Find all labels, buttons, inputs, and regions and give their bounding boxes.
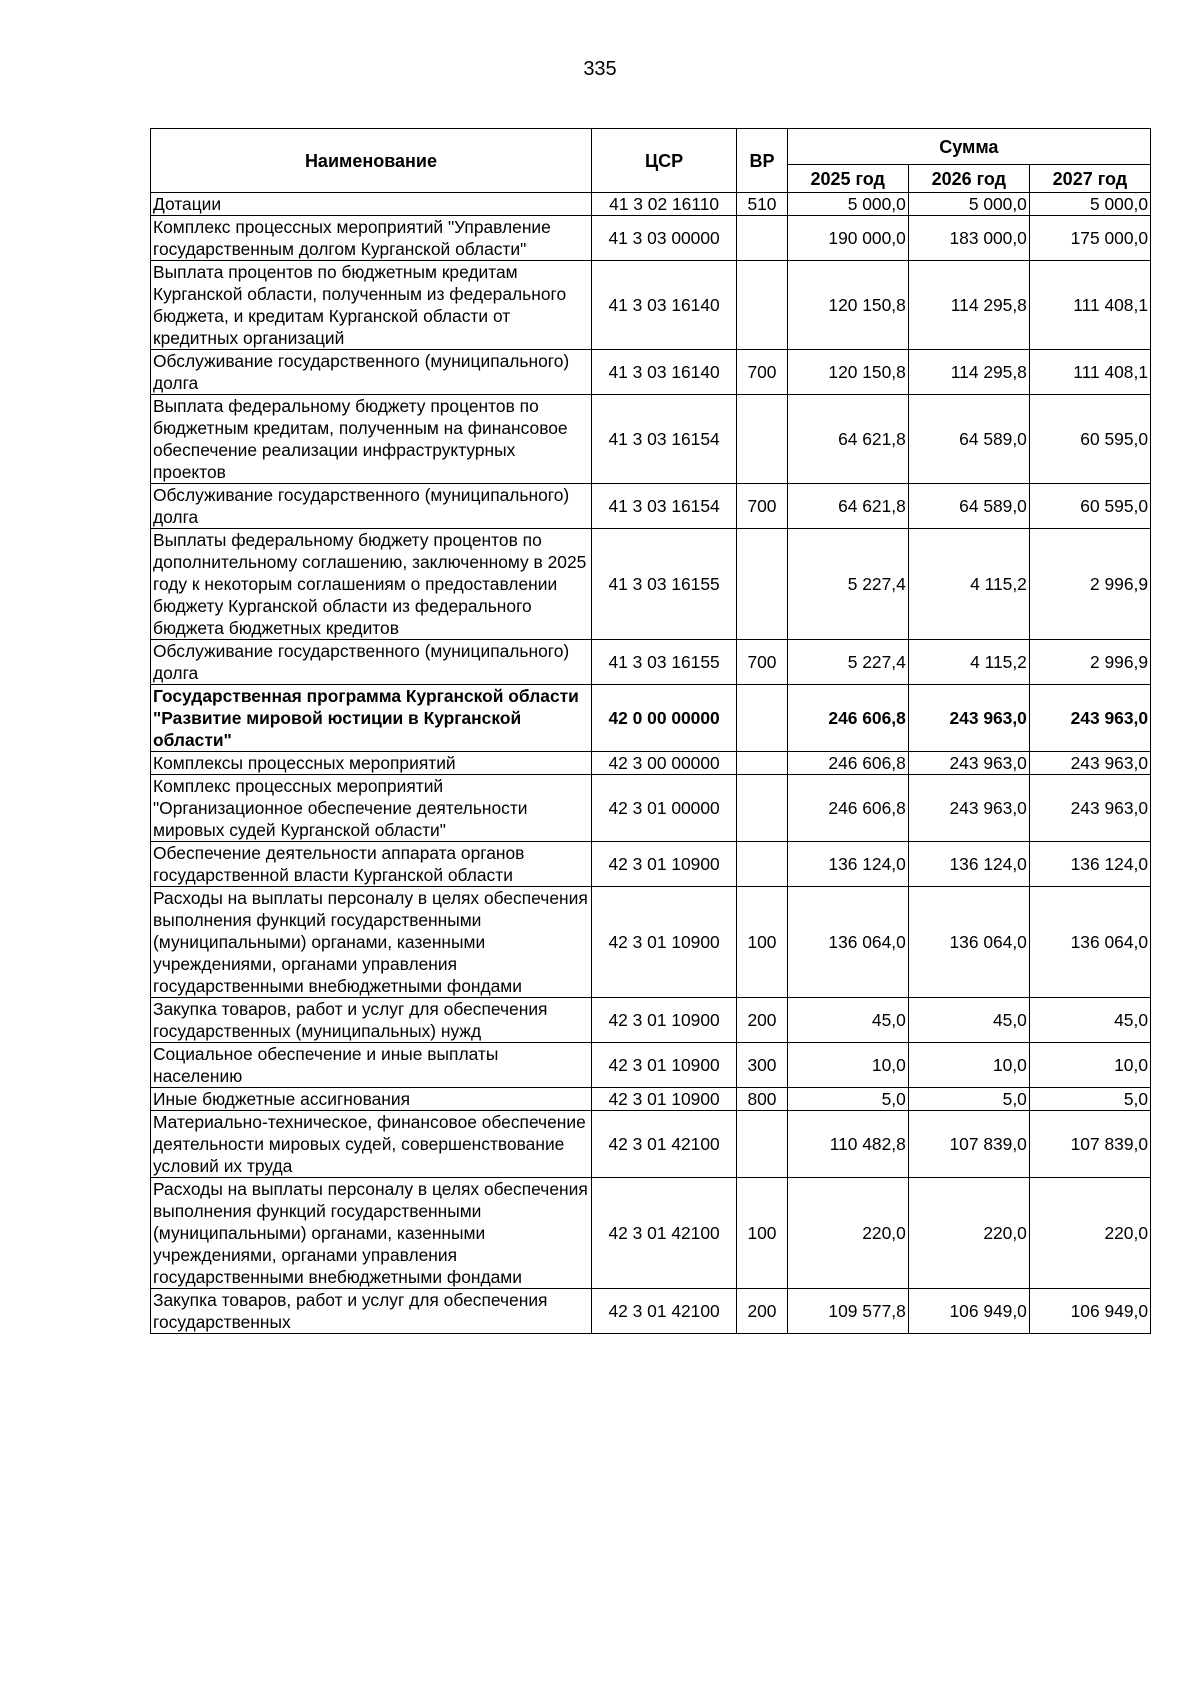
header-year-2027: 2027 год	[1029, 165, 1150, 193]
table-row	[151, 395, 1151, 484]
row-name: Выплата процентов по бюджетным кредитам Курганской области, полученным из федерального бюджета, и кредитам Курганской области от кредитных организаций	[151, 261, 592, 350]
row-csr: 41 3 03 16155	[591, 640, 736, 685]
header-vr: ВР	[737, 129, 787, 193]
row-vr	[737, 216, 787, 261]
table-row	[151, 1088, 1151, 1111]
row-vr: 700	[737, 484, 787, 529]
row-sum-2027: 10,0	[1029, 1043, 1150, 1088]
row-sum-2025: 5 227,4	[787, 640, 908, 685]
row-vr: 700	[737, 350, 787, 395]
budget-table	[150, 128, 1151, 1334]
table-row	[151, 752, 1151, 775]
row-sum-2025: 64 621,8	[787, 484, 908, 529]
row-name: Обслуживание государственного (муниципального) долга	[151, 350, 592, 395]
row-sum-2026: 220,0	[908, 1178, 1029, 1289]
row-sum-2026: 5 000,0	[908, 193, 1029, 216]
row-name: Материально-техническое, финансовое обеспечение деятельности мировых судей, совершенствование условий их труда	[151, 1111, 592, 1178]
row-name: Комплексы процессных мероприятий	[151, 752, 592, 775]
header-year-2026: 2026 год	[908, 165, 1029, 193]
row-name: Обеспечение деятельности аппарата органов государственной власти Курганской области	[151, 842, 592, 887]
row-sum-2027: 243 963,0	[1029, 685, 1150, 752]
table-row	[151, 350, 1151, 395]
row-sum-2027: 243 963,0	[1029, 752, 1150, 775]
row-name: Выплаты федеральному бюджету процентов по дополнительному соглашению, заключенному в 2025 году к некоторым соглашениям о предоставлении бюджету Курганской области из федерального бюджета бюджетных кредитов	[151, 529, 592, 640]
row-sum-2026: 183 000,0	[908, 216, 1029, 261]
row-sum-2026: 64 589,0	[908, 484, 1029, 529]
row-name: Закупка товаров, работ и услуг для обеспечения государственных	[151, 1289, 592, 1334]
row-name: Обслуживание государственного (муниципального) долга	[151, 484, 592, 529]
table-row	[151, 1111, 1151, 1178]
row-vr: 200	[737, 998, 787, 1043]
table-row	[151, 887, 1151, 998]
table-row	[151, 529, 1151, 640]
row-sum-2027: 107 839,0	[1029, 1111, 1150, 1178]
row-vr: 200	[737, 1289, 787, 1334]
row-sum-2025: 64 621,8	[787, 395, 908, 484]
row-name: Социальное обеспечение и иные выплаты населению	[151, 1043, 592, 1088]
row-name: Выплата федеральному бюджету процентов по бюджетным кредитам, полученным на финансовое обеспечение реализации инфраструктурных проектов	[151, 395, 592, 484]
row-vr: 510	[737, 193, 787, 216]
row-vr	[737, 529, 787, 640]
row-vr: 800	[737, 1088, 787, 1111]
row-sum-2027: 60 595,0	[1029, 484, 1150, 529]
row-name: Государственная программа Курганской области "Развитие мировой юстиции в Курганской области"	[151, 685, 592, 752]
header-year-2025: 2025 год	[787, 165, 908, 193]
row-sum-2026: 64 589,0	[908, 395, 1029, 484]
row-sum-2025: 5 000,0	[787, 193, 908, 216]
row-sum-2025: 110 482,8	[787, 1111, 908, 1178]
row-sum-2025: 246 606,8	[787, 685, 908, 752]
table-row	[151, 685, 1151, 752]
row-sum-2025: 120 150,8	[787, 350, 908, 395]
row-sum-2026: 45,0	[908, 998, 1029, 1043]
row-sum-2027: 2 996,9	[1029, 529, 1150, 640]
row-vr: 300	[737, 1043, 787, 1088]
row-sum-2027: 60 595,0	[1029, 395, 1150, 484]
row-sum-2027: 45,0	[1029, 998, 1150, 1043]
table-row	[151, 775, 1151, 842]
row-sum-2026: 243 963,0	[908, 775, 1029, 842]
row-name: Комплекс процессных мероприятий "Управление государственным долгом Курганской области"	[151, 216, 592, 261]
row-csr: 42 3 01 42100	[591, 1178, 736, 1289]
row-vr	[737, 842, 787, 887]
row-sum-2027: 243 963,0	[1029, 775, 1150, 842]
row-csr: 41 3 03 16154	[591, 484, 736, 529]
row-csr: 41 3 03 16154	[591, 395, 736, 484]
row-sum-2025: 136 064,0	[787, 887, 908, 998]
row-sum-2027: 106 949,0	[1029, 1289, 1150, 1334]
row-sum-2026: 114 295,8	[908, 261, 1029, 350]
row-sum-2027: 5 000,0	[1029, 193, 1150, 216]
row-name: Комплекс процессных мероприятий "Организационное обеспечение деятельности мировых судей Курганской области"	[151, 775, 592, 842]
row-sum-2025: 120 150,8	[787, 261, 908, 350]
row-csr: 42 3 01 42100	[591, 1111, 736, 1178]
table-row	[151, 1043, 1151, 1088]
row-csr: 41 3 03 00000	[591, 216, 736, 261]
table-row	[151, 1289, 1151, 1334]
row-csr: 41 3 03 16140	[591, 261, 736, 350]
row-sum-2025: 45,0	[787, 998, 908, 1043]
page-number: 335	[583, 58, 617, 80]
row-name: Закупка товаров, работ и услуг для обеспечения государственных (муниципальных) нужд	[151, 998, 592, 1043]
row-sum-2026: 5,0	[908, 1088, 1029, 1111]
table-body	[151, 193, 1151, 1334]
row-sum-2026: 4 115,2	[908, 529, 1029, 640]
row-sum-2025: 190 000,0	[787, 216, 908, 261]
row-csr: 42 3 01 10900	[591, 1088, 736, 1111]
row-vr: 700	[737, 640, 787, 685]
row-csr: 42 3 01 00000	[591, 775, 736, 842]
row-sum-2027: 111 408,1	[1029, 261, 1150, 350]
row-sum-2026: 243 963,0	[908, 752, 1029, 775]
row-vr	[737, 1111, 787, 1178]
row-sum-2026: 107 839,0	[908, 1111, 1029, 1178]
row-sum-2026: 114 295,8	[908, 350, 1029, 395]
row-sum-2025: 5,0	[787, 1088, 908, 1111]
row-sum-2026: 106 949,0	[908, 1289, 1029, 1334]
table-row	[151, 193, 1151, 216]
row-sum-2027: 5,0	[1029, 1088, 1150, 1111]
table-row	[151, 484, 1151, 529]
row-vr	[737, 261, 787, 350]
row-sum-2025: 5 227,4	[787, 529, 908, 640]
row-sum-2026: 4 115,2	[908, 640, 1029, 685]
row-vr	[737, 685, 787, 752]
row-csr: 42 3 01 10900	[591, 998, 736, 1043]
row-csr: 41 3 03 16155	[591, 529, 736, 640]
row-csr: 42 3 01 10900	[591, 887, 736, 998]
row-sum-2026: 136 064,0	[908, 887, 1029, 998]
row-csr: 42 3 01 42100	[591, 1289, 736, 1334]
row-vr: 100	[737, 1178, 787, 1289]
row-name: Обслуживание государственного (муниципального) долга	[151, 640, 592, 685]
row-csr: 41 3 02 16110	[591, 193, 736, 216]
row-vr	[737, 775, 787, 842]
row-sum-2027: 111 408,1	[1029, 350, 1150, 395]
table-row	[151, 216, 1151, 261]
row-sum-2027: 175 000,0	[1029, 216, 1150, 261]
header-csr: ЦСР	[591, 129, 736, 193]
header-sum: Сумма	[787, 129, 1150, 165]
table-row	[151, 640, 1151, 685]
row-csr: 42 3 00 00000	[591, 752, 736, 775]
row-sum-2025: 109 577,8	[787, 1289, 908, 1334]
row-sum-2025: 246 606,8	[787, 775, 908, 842]
row-sum-2027: 136 124,0	[1029, 842, 1150, 887]
row-csr: 41 3 03 16140	[591, 350, 736, 395]
row-name: Иные бюджетные ассигнования	[151, 1088, 592, 1111]
row-sum-2026: 136 124,0	[908, 842, 1029, 887]
row-sum-2027: 136 064,0	[1029, 887, 1150, 998]
row-name: Расходы на выплаты персоналу в целях обеспечения выполнения функций государственными (муниципальными) органами, казенными учреждениями, органами управления государственными внебюджетными фондами	[151, 887, 592, 998]
row-sum-2025: 136 124,0	[787, 842, 908, 887]
header-name: Наименование	[151, 129, 592, 193]
row-sum-2025: 220,0	[787, 1178, 908, 1289]
row-sum-2026: 10,0	[908, 1043, 1029, 1088]
table-row	[151, 998, 1151, 1043]
row-vr	[737, 752, 787, 775]
table-row	[151, 261, 1151, 350]
table-row	[151, 842, 1151, 887]
row-vr: 100	[737, 887, 787, 998]
row-sum-2025: 10,0	[787, 1043, 908, 1088]
row-csr: 42 3 01 10900	[591, 842, 736, 887]
row-name: Расходы на выплаты персоналу в целях обеспечения выполнения функций государственными (муниципальными) органами, казенными учреждениями, органами управления государственными внебюджетными фондами	[151, 1178, 592, 1289]
table-row	[151, 1178, 1151, 1289]
row-name: Дотации	[151, 193, 592, 216]
row-sum-2026: 243 963,0	[908, 685, 1029, 752]
row-csr: 42 3 01 10900	[591, 1043, 736, 1088]
row-sum-2027: 220,0	[1029, 1178, 1150, 1289]
row-sum-2025: 246 606,8	[787, 752, 908, 775]
row-csr: 42 0 00 00000	[591, 685, 736, 752]
row-vr	[737, 395, 787, 484]
row-sum-2027: 2 996,9	[1029, 640, 1150, 685]
